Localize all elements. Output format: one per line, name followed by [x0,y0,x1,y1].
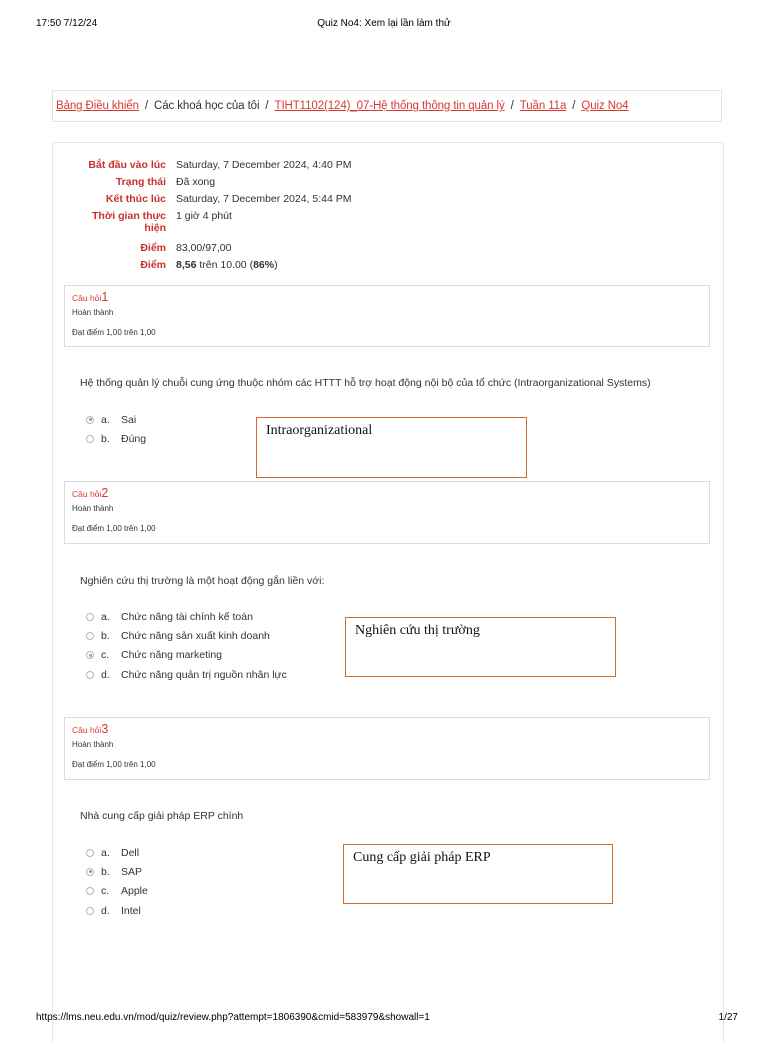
answer-option[interactable] [86,410,146,429]
question-info-2 [64,481,710,544]
grade-paren-close: ) [274,259,278,271]
breadcrumb-separator: / [144,100,149,112]
question-prefix: Câu hỏi [72,725,102,735]
time-taken-label-line2: hiện [144,222,166,234]
print-datetime: 17:50 7/12/24 [36,18,98,29]
grade-label: Điểm [140,259,166,271]
option-label: Dell [121,846,140,859]
radio-icon[interactable] [86,849,94,857]
answer-option[interactable] [86,862,148,881]
option-letter: d. [101,904,110,917]
time-taken-label [56,210,166,234]
answer-option[interactable] [86,843,148,862]
started-value: Saturday, 7 December 2024, 4:40 PM [176,159,352,171]
time-taken-label-line1: Thời gian thực [92,210,166,222]
answer-option[interactable] [86,626,287,645]
breadcrumb-quiz-link[interactable]: Quiz No4 [581,100,629,112]
answer-option[interactable] [86,665,287,684]
radio-icon[interactable] [86,887,94,895]
question-text-3: Nhà cung cấp giải pháp ERP chính [80,810,244,822]
print-title: Quiz No4: Xem lại lần làm thử [317,18,451,29]
option-letter: a. [101,413,110,426]
grade-value [176,259,278,271]
answer-option[interactable] [86,901,148,920]
option-label: Chức năng sản xuất kinh doanh [121,629,270,642]
breadcrumb-separator: / [265,100,269,112]
print-url: https://lms.neu.edu.vn/mod/quiz/review.php?attempt=1806390&cmid=583979&showall=1 [36,1012,430,1023]
option-label: Chức năng tài chính kế toán [121,610,253,623]
answer-option[interactable] [86,882,148,901]
radio-icon[interactable] [86,613,94,621]
answer-options-3 [86,843,148,920]
annotation-note-1: Intraorganizational [256,417,527,478]
option-label: Chức năng quản trị nguồn nhân lực [121,668,287,681]
radio-selected-icon[interactable] [86,651,94,659]
question-number-value: 1 [101,290,109,304]
radio-icon[interactable] [86,435,94,443]
question-info-1 [64,285,710,347]
completed-value: Saturday, 7 December 2024, 5:44 PM [176,193,352,205]
question-number-value: 2 [101,486,109,500]
breadcrumb-my-courses: Các khoá học của tôi [154,100,260,112]
radio-selected-icon[interactable] [86,868,94,876]
grade-out-of: trên 10.00 ( [199,259,254,271]
question-number [72,722,709,736]
time-taken-value: 1 giờ 4 phút [176,210,232,222]
started-label: Bắt đầu vào lúc [88,159,166,171]
option-label: Sai [121,413,137,426]
question-number-value: 3 [101,722,109,736]
annotation-note-3: Cung cấp giải pháp ERP [343,844,613,904]
state-value: Đã xong [176,176,216,188]
radio-icon[interactable] [86,632,94,640]
question-state: Hoàn thành [72,308,114,317]
option-letter: c. [101,649,110,662]
option-letter: d. [101,668,110,681]
option-label: SAP [121,865,143,878]
question-text-2: Nghiên cứu thị trường là một hoạt động gắn liền với: [80,575,325,587]
answer-options-1 [86,410,146,449]
option-letter: b. [101,629,110,642]
breadcrumb-separator: / [572,100,576,112]
answer-option[interactable] [86,646,287,665]
breadcrumb [52,90,722,122]
question-prefix: Câu hỏi [72,293,102,303]
completed-label: Kết thúc lúc [105,193,166,205]
breadcrumb-week-link[interactable]: Tuần 11a [519,100,567,112]
marks-label: Điểm [140,242,166,254]
option-label: Chức năng marketing [121,649,222,662]
breadcrumb-separator: / [510,100,514,112]
option-label: Intel [121,904,141,917]
option-letter: b. [101,865,110,878]
breadcrumb-dashboard-link[interactable]: Bảng Điều khiển [56,100,139,112]
question-state: Hoàn thành [72,740,114,749]
question-grade: Đạt điểm 1,00 trên 1,00 [72,328,156,337]
option-letter: b. [101,432,110,445]
answer-options-2 [86,607,287,684]
option-letter: a. [101,610,110,623]
grade-score: 8,56 [176,259,197,271]
print-page-number: 1/27 [718,1012,738,1023]
question-prefix: Câu hỏi [72,489,102,499]
option-letter: a. [101,846,110,859]
question-grade: Đạt điểm 1,00 trên 1,00 [72,760,156,769]
question-state: Hoàn thành [72,504,114,513]
answer-option[interactable] [86,429,146,448]
answer-option[interactable] [86,607,287,626]
annotation-note-2: Nghiên cứu thị trường [345,617,616,677]
quiz-review-card [52,142,724,1042]
question-grade: Đạt điểm 1,00 trên 1,00 [72,524,156,533]
question-text-1: Hệ thống quản lý chuỗi cung ứng thuộc nhóm các HTTT hỗ trợ hoạt động nội bộ của tổ chức (Intraorganizational Systems) [80,377,651,389]
option-letter: c. [101,885,110,898]
radio-icon[interactable] [86,907,94,915]
breadcrumb-course-link[interactable]: TIHT1102(124)_07-Hệ thống thông tin quản lý [274,100,505,112]
question-number [72,290,709,304]
radio-icon[interactable] [86,671,94,679]
state-label: Trạng thái [115,176,166,188]
grade-percent: 86% [253,259,275,271]
option-label: Apple [121,885,148,898]
marks-value: 83,00/97,00 [176,242,232,254]
option-label: Đúng [121,432,147,445]
question-number [72,486,709,500]
radio-selected-icon[interactable] [86,416,94,424]
question-info-3 [64,717,710,780]
